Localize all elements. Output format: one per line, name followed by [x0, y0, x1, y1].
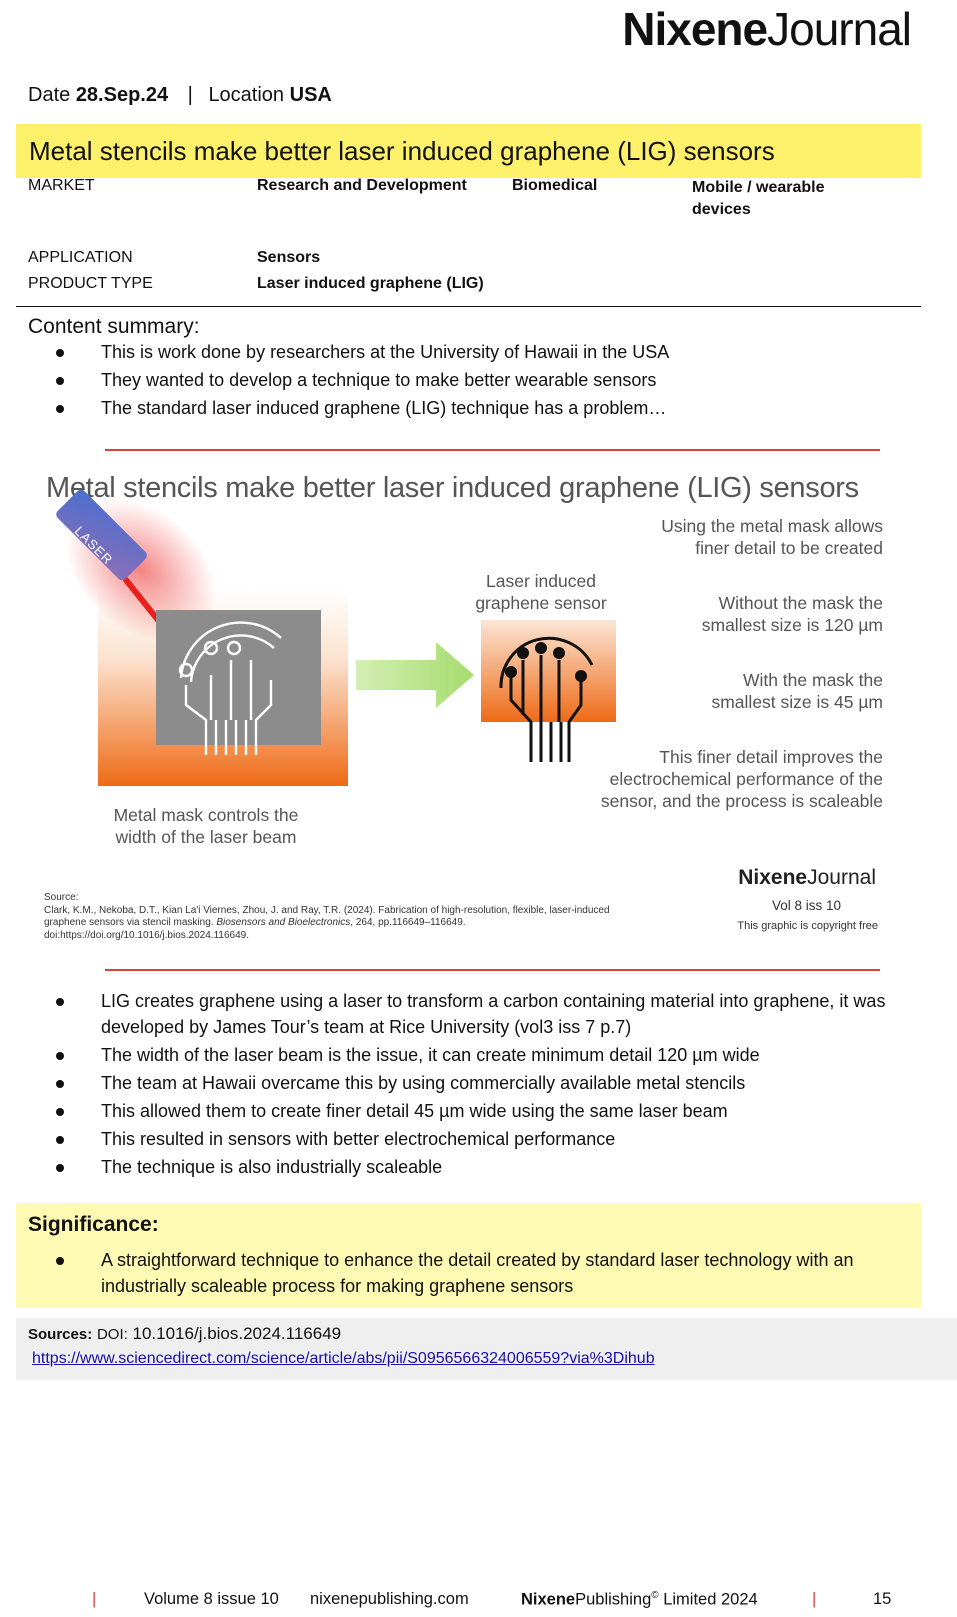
bullet-icon [56, 349, 64, 357]
product-type-label: PRODUCT TYPE [28, 275, 153, 292]
bullet-icon [56, 1052, 64, 1060]
summary-detail-list [16, 988, 906, 1182]
article-meta-table [16, 177, 921, 307]
summary-intro-list [16, 339, 916, 423]
location-value: USA [289, 84, 332, 106]
date-label: Date [28, 84, 71, 106]
note-without-mask: Without the mask the smallest size is 120 µm [701, 593, 883, 635]
footer-publisher: NixenePublishing© Limited 2024 [521, 1590, 758, 1609]
sources-label: Sources: [28, 1326, 93, 1343]
source-url-link[interactable]: https://www.sciencedirect.com/science/article/abs/pii/S0956566324006559?via%3Dihub [32, 1350, 655, 1367]
dateline-separator: | [187, 84, 193, 106]
bullet-icon [56, 1257, 64, 1265]
divider-bottom [105, 969, 880, 971]
list-item: A straightforward technique to enhance the detail created by standard laser technology with an industrially scaleable process for making graphene sensors [16, 1247, 906, 1299]
note-mask-detail: Using the metal mask allows finer detail to be created [661, 516, 883, 558]
list-item: The standard laser induced graphene (LIG) technique has a problem… [16, 395, 916, 421]
application-value: Sensors [257, 249, 321, 266]
mask-caption: Metal mask controls the width of the laser beam [113, 805, 299, 847]
graphic-brand-logo: NixeneJournal [738, 866, 876, 889]
article-title-band [16, 124, 921, 178]
sources-doi-line [28, 1324, 341, 1344]
list-item: The width of the laser beam is the issue, it can create minimum detail 120 µm wide [16, 1042, 906, 1068]
list-item: The team at Hawaii overcame this by using commercially available metal stencils [16, 1070, 906, 1096]
article-title: Metal stencils make better laser induced graphene (LIG) sensors [29, 136, 775, 166]
logo-light: Journal [767, 3, 911, 55]
footer-volume: Volume 8 issue 10 [144, 1590, 279, 1608]
bullet-icon [56, 1164, 64, 1172]
note-with-mask: With the mask the smallest size is 45 µm [711, 670, 883, 712]
bullet-icon [56, 1136, 64, 1144]
sources-section [16, 1318, 957, 1380]
bullet-icon [56, 1080, 64, 1088]
process-arrow-icon [356, 642, 474, 708]
footer-website: nixenepublishing.com [310, 1590, 469, 1608]
product-type-value: Laser induced graphene (LIG) [257, 275, 484, 292]
bullet-icon [56, 998, 64, 1006]
graphic-copyright: This graphic is copyright free [737, 920, 878, 932]
graphic-source: Source: Clark, K.M., Nekoba, D.T., Kian La'i Viernes, Zhou, J. and Ray, T.R. (2024). Fabrication of high-resolution, flexible, laser-induced graphene sensors via stencil masking. Biosensors and Bioelectronics, 264, pp.116649–116649. doi:https://doi.org/10.1016/j.bios.2024.116649. [44, 892, 610, 941]
divider-top [105, 449, 880, 451]
bullet-icon [56, 1108, 64, 1116]
note-performance: This finer detail improves the electrochemical performance of the sensor, and the process is scaleable [600, 747, 883, 811]
application-label: APPLICATION [28, 249, 133, 266]
significance-list [16, 1247, 906, 1301]
bullet-icon [56, 405, 64, 413]
list-item: This resulted in sensors with better electrochemical performance [16, 1126, 906, 1152]
graphic-volume: Vol 8 iss 10 [771, 898, 841, 913]
list-item: This is work done by researchers at the University of Hawaii in the USA [16, 339, 916, 365]
significance-section [16, 1203, 921, 1308]
bullet-icon [56, 377, 64, 385]
laser-label: LASER [71, 523, 116, 568]
footer-bar-right: | [812, 1590, 817, 1608]
journal-logo [622, 2, 911, 56]
page-number: 15 [873, 1590, 892, 1608]
market-label: MARKET [28, 177, 95, 194]
article-graphic [36, 460, 921, 955]
market-research: Research and Development [257, 177, 467, 194]
list-item: LIG creates graphene using a laser to transform a carbon containing material into graphene, it was developed by James Tour’s team at Rice University (vol3 iss 7 p.7) [16, 988, 906, 1040]
list-item: This allowed them to create finer detail 45 µm wide using the same laser beam [16, 1098, 906, 1124]
market-wearable: Mobile / wearable devices [692, 179, 825, 218]
location-label: Location [208, 84, 285, 106]
list-item: The technique is also industrially scaleable [16, 1154, 906, 1180]
doi-value: 10.1016/j.bios.2024.116649 [132, 1324, 342, 1343]
market-biomedical: Biomedical [512, 177, 598, 194]
sensor-caption: Laser induced graphene sensor [475, 571, 607, 613]
significance-heading: Significance: [28, 1213, 159, 1236]
list-item: They wanted to develop a technique to make better wearable sensors [16, 367, 916, 393]
content-summary-heading: Content summary: [28, 315, 200, 338]
logo-bold: Nixene [622, 3, 768, 55]
doi-prefix: DOI: [96, 1326, 128, 1343]
date-value: 28.Sep.24 [75, 84, 169, 106]
dateline [28, 84, 332, 107]
footer-bar-left: | [92, 1590, 97, 1608]
graphic-title: Metal stencils make better laser induced graphene (LIG) sensors [46, 472, 859, 504]
